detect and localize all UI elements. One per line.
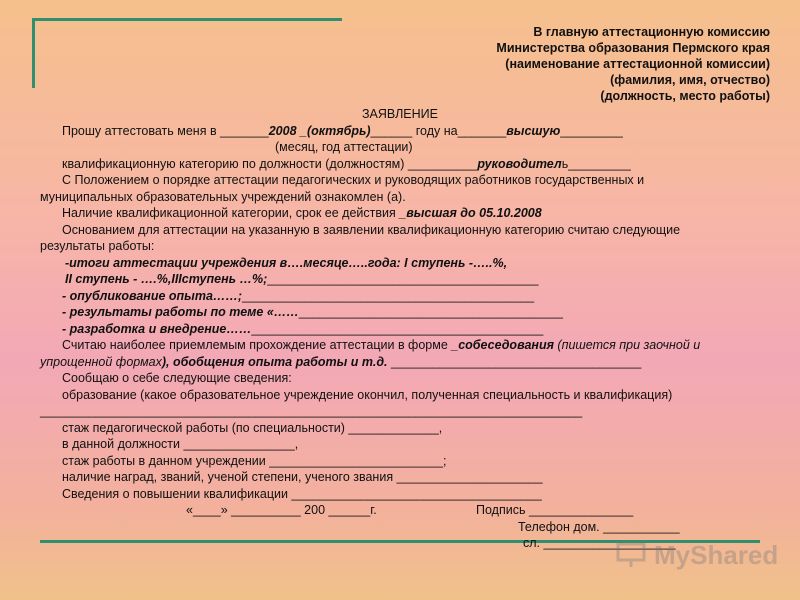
form-line-2 xyxy=(40,354,760,371)
text: II ступень - ….%,IIIступень …%; xyxy=(65,272,268,286)
text: Прошу аттестовать меня в _______ xyxy=(62,123,269,138)
application-body xyxy=(40,106,760,552)
experience-line: стаж педагогической работы (по специальности) _____________, xyxy=(62,420,443,435)
filled-position: руководител xyxy=(477,156,562,171)
blank: _______________________________________ xyxy=(267,272,539,286)
result-item xyxy=(40,271,760,288)
info-heading: Сообщаю о себе следующие сведения: xyxy=(62,371,292,385)
signature-blank: Подпись _______________ xyxy=(476,503,634,517)
result-item xyxy=(40,321,760,338)
result-item: -итоги аттестации учреждения в….месяце…..года: I ступень -…..%, xyxy=(65,255,508,270)
text: ь_________ xyxy=(561,156,631,171)
awards-line: наличие наград, званий, ученой степени, ученого звания _____________________ xyxy=(62,470,543,484)
watermark-text: MyShared xyxy=(654,540,779,570)
watermark-logo xyxy=(610,534,779,574)
addressee-line: (фамилия, имя, отчество) xyxy=(610,73,770,87)
date-hint: (месяц, год аттестации) xyxy=(275,140,413,154)
filled-form: _собеседования xyxy=(451,338,554,352)
text: квалификационную категорию по должности (должностям) __________ xyxy=(62,156,478,171)
form-line xyxy=(40,337,760,354)
result-item xyxy=(40,304,760,321)
regulation-line: С Положением о порядке аттестации педагогических и руководящих работников государственных и xyxy=(62,173,645,187)
presentation-icon xyxy=(616,540,646,568)
basis-line: Основанием для аттестации на указанную в заявлении квалификационную категорию считаю следующие xyxy=(62,222,681,237)
addressee-line: (должность, место работы) xyxy=(600,89,770,103)
date-blank: «____» __________ 200 ______г. xyxy=(186,503,377,517)
phone-home-row xyxy=(40,519,760,536)
basis-line-2: результаты работы: xyxy=(40,239,155,253)
blank: ____________________________________ xyxy=(391,354,642,369)
addressee-line: В главную аттестационную комиссию xyxy=(533,25,770,39)
blank: ______________________________________ xyxy=(298,305,563,319)
education-line: образование (какое образовательное учреждение окончил, полученная специальность и квалификация) xyxy=(62,387,673,402)
text: _________ xyxy=(560,123,623,138)
training-line: Сведения о повышении квалификации ____________________________________ xyxy=(62,486,542,501)
regulation-line-2: муниципальных образовательных учреждений ознакомлен (а). xyxy=(40,189,406,204)
decor-line-left xyxy=(32,18,35,88)
education-blank: ______________________________________________________________________________ xyxy=(40,404,583,418)
addressee-line: (наименование аттестационной комиссии) xyxy=(505,57,770,71)
institution-tenure-line: стаж работы в данном учреждении _________________________; xyxy=(62,453,447,468)
hint: (пишется при заочной и xyxy=(553,338,701,352)
filled-current-category: _высшая до 05.10.2008 xyxy=(399,206,542,220)
addressee-block xyxy=(496,24,770,104)
category-line xyxy=(40,156,760,173)
document-title: ЗАЯВЛЕНИЕ xyxy=(361,107,438,121)
text: - опубликование опыта……; xyxy=(62,288,243,303)
text: ______ году на_______ xyxy=(370,123,507,138)
phone-home: Телефон дом. ___________ xyxy=(518,519,680,534)
blank: __________________________________________ xyxy=(242,288,535,303)
text: Наличие квалификационной категории, срок ее действия xyxy=(62,206,400,220)
text: ), обобщения опыта работы и т.д. xyxy=(161,354,391,369)
addressee-line: Министерства образования Пермского края xyxy=(496,41,770,55)
text: - результаты работы по теме «…… xyxy=(62,305,299,319)
request-line xyxy=(40,123,760,140)
text: Считаю наиболее приемлемым прохождение аттестации в форме xyxy=(62,338,452,352)
result-item xyxy=(40,288,760,305)
hint: упрощенной формах xyxy=(40,354,162,369)
position-tenure-line: в данной должности ________________, xyxy=(62,437,299,451)
current-category-line xyxy=(40,205,760,222)
phone-work: сл. ___________________ xyxy=(523,536,676,550)
text: - разработка и внедрение…… xyxy=(62,321,252,336)
filled-category: высшую xyxy=(506,123,561,138)
date-signature-row xyxy=(40,502,760,519)
decor-line-top xyxy=(32,18,342,21)
blank: __________________________________________ xyxy=(251,321,544,336)
filled-date: 2008 _(октябрь) xyxy=(268,123,371,138)
